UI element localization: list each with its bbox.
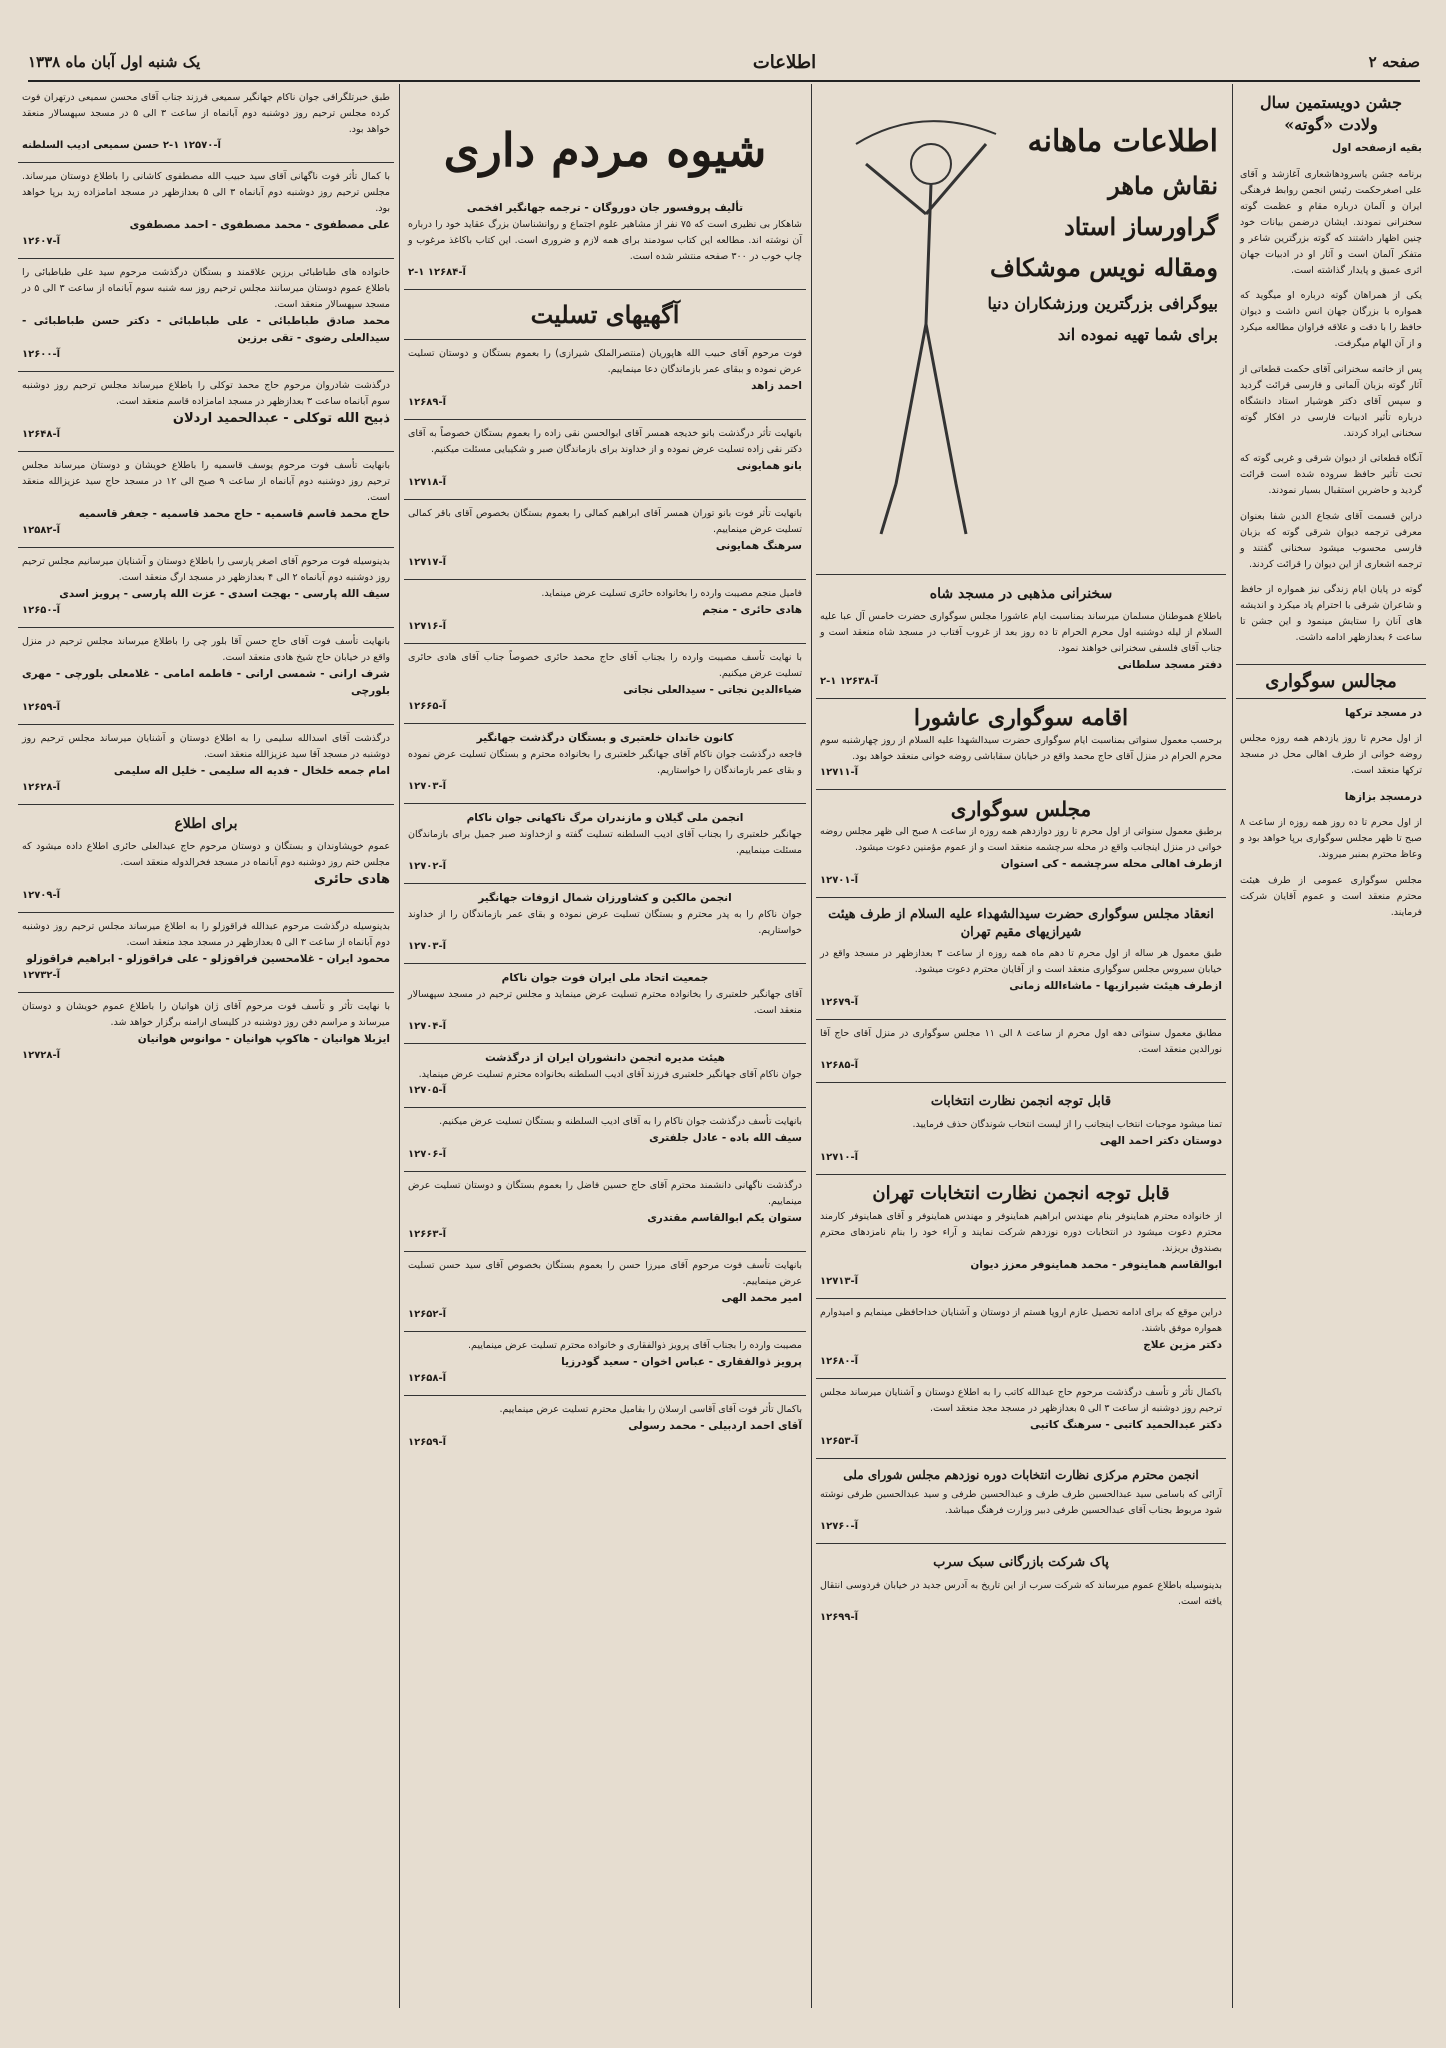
condolence [404, 1396, 806, 1459]
notice [816, 1175, 1226, 1299]
page-number: صفحه ۲ [1368, 53, 1420, 71]
obituary [18, 805, 394, 913]
obituary [18, 452, 394, 548]
obituary-signature: امام جمعه خلخال - فدیه اله سلیمی - خلیل اله سلیمی [113, 765, 390, 777]
obituary-body: عموم خویشاوندان و بستگان و دوستان مرحوم حاج عبدالعلی حائری اطلاع داده میشود که مجلس ختم روز دوشنبه دوم آبانماه در مسجد فخرالدوله منعقد است. [22, 841, 390, 868]
notice-body: آرائی که باسامی سید عبدالحسین طرف طرف و عبدالحسین طرفی و سید عبدالحسین طرفی نوشته شود مربوط بجناب آقای عبدالحسین طرفی دبیر وزارت فرهنگ میباشد. [820, 1489, 1222, 1516]
obituary-signature: حاج محمد قاسم قاسمیه - حاج محمد قاسمیه - جعفر قاسمیه [78, 508, 390, 520]
obituary [18, 913, 394, 993]
notice [816, 1459, 1226, 1544]
notice-signature: دوستان دکتر احمد الهی [1099, 1135, 1222, 1147]
obituary-signature: ذبیح الله توکلی - عبدالحمید اردلان [172, 411, 390, 426]
condolence-signature: آقای احمد اردبیلی - محمد رسولی [628, 1420, 802, 1432]
condolence-section-title: آگهیهای تسلیت [404, 290, 806, 340]
condolence [404, 340, 806, 420]
condolence [404, 1172, 806, 1252]
condolence [404, 1108, 806, 1172]
condolence [404, 1044, 806, 1108]
notice [816, 1083, 1226, 1175]
notice-code: آ-۱۲۷۰۱ [820, 875, 859, 886]
notice-signature: دفتر مسجد سلطانی [1117, 659, 1222, 671]
obituary-signature: علی مصطفوی - محمد مصطفوی - احمد مصطفوی [129, 219, 390, 231]
obituary [18, 548, 394, 628]
obituary [18, 993, 394, 1072]
obituary [18, 628, 394, 725]
condolence [404, 1332, 806, 1396]
notice-body: طبق معمول هر ساله از اول محرم تا دهم ماه همه روزه از ساعت ۳ بعدازظهر در مسجد واقع در خیابان سیروس مجلس سوگواری منعقد است و از آقایان محترم دعوت میشود. [820, 948, 1222, 975]
notice [816, 1544, 1226, 1634]
obituary [18, 372, 394, 452]
condolence-body: بانهایت تأثر فوت بانو توران همسر آقای ابراهیم کمالی را بعموم بستگان بخصوص آقای باقر کمالی تسلیت عرض مینماییم. [408, 508, 802, 535]
notice-code: ۲-۱ آ-۱۲۶۳۸ [820, 676, 878, 687]
column-goethe [1236, 84, 1426, 2008]
issue-date: یک شنبه اول آبان ماه ۱۳۳۸ [28, 53, 201, 71]
obituary-code: آ-۱۲۶۴۸ [22, 429, 61, 440]
paragraph: پس از خاتمه سخنرانی آقای حکمت قطعاتی از آثار گوته بزبان آلمانی و فارسی قرائت گردید و سپس آقای دکتر هوشیار استاد دانشگاه درباره تأثیر ادبیات فارسی در افکار گوته سخنانی ایراد کردند. [1240, 363, 1422, 439]
condolence [404, 1252, 806, 1332]
notice [816, 790, 1226, 898]
notice-signature: ابوالقاسم هماینوفر - محمد هماینوفر معزز دیوان [970, 1259, 1222, 1271]
condolence-body: باکمال تأثر فوت آقای آقاسی ارسلان را بفامیل محترم تسلیت عرض مینماییم. [499, 1404, 802, 1415]
subheading: درمسجد بزازها [1344, 790, 1422, 803]
notice-code: آ-۱۲۷۱۰ [820, 1152, 859, 1163]
obituary-code: آ-۱۲۷۳۲ [22, 970, 61, 981]
notice-body: برطبق معمول سنواتی از اول محرم تا روز دوازدهم همه روزه از ساعت ۸ صبح الی ظهر مجلس روضه خوانی در منزل اینجانب واقع در محله سرچشمه منعقد است و از عموم مؤمنین دعوت میشود. [820, 826, 1222, 853]
book-body: شاهکار بی نظیری است که ۷۵ نفر از مشاهیر علوم اجتماع و روانشناسان بزرگ عقاید خود را درباره آن نوشته اند. مطالعه این کتاب سودمند برای همه لازم و ضروری است. این کتاب باکاغذ مرغوب و چاپ خوب در ۳۰۰ صفحه منتشر شده است. [408, 219, 802, 262]
obituary-body: درگذشت آقای اسدالله سلیمی را به اطلاع دوستان و آشنایان میرساند مجلس ترحیم روز دوشنبه در مسجد آقا سید عزیزالله منعقد است. [22, 733, 390, 760]
ad-line: گراورساز استاد [1064, 212, 1218, 241]
column-rule [399, 84, 400, 2008]
condolence-body: بانهایت تأثر درگذشت بانو خدیجه همسر آقای ابوالحسن نقی زاده را بعموم بستگان خصوصاً به آقای دکتر نقی زاده تسلیت عرض نموده و از خداوند برای بازماندگان صبر و شکیبایی مسئلت میکنیم. [408, 428, 802, 455]
obituary [18, 163, 394, 259]
book-title: شیوه مردم داری [443, 123, 767, 177]
obituary-code: آ-۱۲۶۵۹ [22, 702, 61, 713]
notice-code: آ-۱۲۶۵۳ [820, 1436, 859, 1447]
condolence-body: با نهایت تأسف مصیبت وارده را بجناب آقای حاج محمد حائری خصوصاً جناب آقای هادی حائری تسلیت عرض میکنیم. [408, 652, 802, 679]
column-rule [811, 84, 812, 2008]
condolence-body: جوان ناکام را به پدر محترم و بستگان تسلیت عرض نموده و بقای عمر بازماندگان را از خداوند خواستاریم. [408, 909, 802, 936]
notice-body: برحسب معمول سنواتی بمناسبت ایام سوگواری حضرت سیدالشهدا علیه السلام از روز چهارشنبه سوم محرم الحرام در منزل آقای حاج محمد واقع در خیابان سقاباشی روضه خوانی منعقد خواهد بود. [820, 735, 1222, 762]
column-obituaries [18, 84, 394, 2008]
condolence-code: آ-۱۲۷۰۳ [408, 781, 447, 792]
condolence-body: فامیل منجم مصیبت وارده را بخانواده حائری تسلیت عرض مینماید. [541, 588, 802, 599]
condolence-signature: هادی حائری - منجم [702, 604, 802, 616]
condolence-code: آ-۱۲۶۵۹ [408, 1437, 447, 1448]
notice [816, 575, 1226, 699]
obituary [18, 725, 394, 805]
ad-line: نقاش ماهر [1108, 171, 1218, 200]
obituary-body: بدینوسیله درگذشت مرحوم عبدالله فراقوزلو را به اطلاع میرساند مجلس ترحیم روز دوشنبه دوم آبانماه از ساعت ۳ الی ۵ بعدازظهر در مسجد مجد منعقد است. [22, 921, 390, 948]
condolence-body: مصیبت وارده را بجناب آقای پرویز ذوالفقاری و خانواده محترم تسلیت عرض مینماییم. [468, 1340, 802, 1351]
notice-code: آ-۱۲۷۶۰ [820, 1521, 859, 1532]
notice-title: قابل توجه انجمن نظارت انتخابات [930, 1094, 1112, 1109]
obituary [18, 84, 394, 163]
paragraph: از اول محرم تا روز یازدهم همه روزه مجلس روضه خوانی از طرف اهالی محل در مسجد ترکها منعقد است. [1240, 733, 1422, 776]
condolence-signature: ستوان یکم ابوالقاسم مقتدری [647, 1212, 802, 1224]
notice-body: تمنا میشود موجبات انتخاب اینجانب را از لیست انتخاب شوندگان حذف فرمایید. [912, 1119, 1222, 1130]
condolence-code: آ-۱۲۶۶۳ [408, 1229, 447, 1240]
condolence-code: آ-۱۲۷۰۳ [408, 941, 447, 952]
ad-line: برای شما تهیه نموده اند [1057, 325, 1218, 344]
obituary-body: درگذشت شادروان مرحوم حاج محمد توکلی را باطلاع میرساند مجلس ترحیم روز دوشنبه سوم آبانماه ساعت ۳ بعدازظهر در مسجد امامزاده قاسم منعقد است. [22, 380, 390, 407]
condolence-body: بانهایت تأسف درگذشت جوان ناکام را به آقای ادیب السلطنه و بستگان تسلیت عرض میکنیم. [439, 1116, 802, 1127]
notice [816, 1020, 1226, 1083]
condolence-body: جوان ناکام آقای جهانگیر خلعتبری فرزند آقای ادیب السلطنه بخانواده محترم تسلیت عرض مینماید. [418, 1069, 802, 1080]
obituary-signature: هادی حائری [313, 872, 390, 887]
book-ad [404, 84, 806, 290]
condolence-body: درگذشت ناگهانی دانشمند محترم آقای حاج حسین فاضل را بعموم بستگان و دوستان تسلیت عرض مینماییم. [408, 1180, 802, 1207]
condolence-body: آقای جهانگیر خلعتبری را بخانواده محترم تسلیت عرض مینماید و مجلس ترحیم در مسجد سپهسالار منعقد است. [408, 989, 802, 1016]
obituary-body: با نهایت تأثر و تأسف فوت مرحوم آقای ژان هوانیان را باطلاع عموم خویشان و دوستان میرساند و مراسم دفن روز دوشنبه در کلیسای ارامنه برگزار خواهد شد. [22, 1001, 390, 1028]
condolence-signature: پرویز ذوالفقاری - عباس اخوان - سعید گودرزیا [561, 1356, 802, 1368]
monthly-ad [816, 84, 1226, 575]
condolence [404, 884, 806, 964]
obituary-code: آ-۱۲۶۲۸ [22, 782, 61, 793]
notice-body: باکمال تأثر و تأسف درگذشت مرحوم حاج عبدالله کاتب را به اطلاع دوستان و آشنایان میرساند مجلس ترحیم روز دوشنبه از ساعت ۳ الی ۵ بعدازظهر در مسجد مجد منعقد است. [820, 1387, 1222, 1414]
notice-signature: ازطرف اهالی محله سرچشمه - کی استوان [1000, 858, 1222, 870]
paragraph: یکی از همراهان گوته درباره او میگوید که همواره با بزرگان جهان انس داشت و دیوان حافظ را با دقت و علاقه فراوان مطالعه میکرد و از آن الهام میگرفت. [1240, 290, 1422, 349]
obituary-signature: سیف الله پارسی - بهجت اسدی - عزت الله پارسی - پرویز اسدی [59, 588, 390, 600]
condolence-code: آ-۱۲۷۱۷ [408, 557, 447, 568]
ad-line: ومقاله نویس موشکاف [990, 253, 1218, 282]
obituary-code: آ-۱۲۶۰۰ [22, 349, 61, 360]
subheading: در مسجد ترکها [1344, 706, 1422, 719]
notice-code: آ-۱۲۶۸۵ [820, 1060, 859, 1071]
notice-title: مجلس سوگواری [950, 797, 1092, 821]
paragraph: آنگاه قطعاتی از دیوان شرقی و غربی گوته که تحت تأثیر حافظ سروده شده است قرائت گردید و حاضرین استقبال بسیار نمودند. [1240, 453, 1422, 496]
book-subtitle: تألیف پروفسور جان دوروگان - ترجمه جهانگیر افخمی [466, 202, 744, 214]
notice-signature: دکتر عبدالحمید کاتبی - سرهنگ کاتبی [1030, 1419, 1222, 1431]
condolence-code: آ-۱۲۷۱۶ [408, 621, 447, 632]
column-2 [816, 84, 1226, 2008]
obituary-body: طبق خبرتلگرافی جوان ناکام جهانگیر سمیعی فرزند جناب آقای محسن سمیعی درتهران فوت کرده مجلس ترحیم روز دوشنبه دوم آبانماه از ساعت ۳ الی ۵ در مسجد سپهسالار منعقد خواهد بود. [22, 92, 390, 135]
obituary-body: بدینوسیله فوت مرحوم آقای اصغر پارسی را باطلاع دوستان و آشنایان میرسانیم مجلس ترحیم روز دوشنبه دوم آبانماه ۲ الی ۴ بعدازظهر در مسجد ارگ منعقد است. [22, 556, 390, 583]
condolence [404, 724, 806, 804]
condolence-code: آ-۱۲۶۸۹ [408, 397, 447, 408]
notice [816, 1379, 1226, 1459]
paragraph: دراین قسمت آقای شجاع الدین شفا بعنوان معرفی ترجمه دیوان شرقی گوته که بزبان فارسی محسوب میشود سخنانی گفتند و ترجمه اشعاری از این دیوان را قرائت کردند. [1240, 510, 1422, 570]
obituary-title: برای اطلاع [174, 816, 238, 832]
page-header [28, 44, 1420, 82]
paragraph: گوته در پایان ایام زندگی نیز همواره از حافظ و شاعران شرقی با احترام یاد میکرد و اندیشه های آنان را ستایش مینمود و این جشن تا ساعت ۶ بعدازظهر ادامه داشت. [1240, 584, 1422, 643]
notice-body: باطلاع هموطنان مسلمان میرساند بمناسبت ایام عاشورا مجلس سوگواری حضرت خامس آل عبا علیه السلام از لیله دوشنبه اول محرم الحرام تا ده روز بعد از غروب آفتاب در مسجد شاه منعقد است و جناب آقای فلسفی سخنرانی خواهند نمود. [820, 611, 1222, 654]
notice-title: انعقاد مجلس سوگواری حضرت سیدالشهداء علیه السلام از طرف هیئت شیرازیهای مقیم تهران [828, 907, 1214, 940]
obituary-body: بانهایت تأسف فوت مرحوم یوسف قاسمیه را باطلاع خویشان و دوستان میرساند مجلس ترحیم روز دوشنبه دوم آبانماه از ساعت ۹ صبح الی ۱۲ در مسجد حاج سید عزیزالله منعقد است. [22, 460, 391, 503]
condolence-code: آ-۱۲۷۱۸ [408, 477, 447, 488]
obituary-code: آ-۱۲۶۵۰ [22, 605, 61, 616]
obituary-signature: محمود ایران - غلامحسین فراقوزلو - علی فراقوزلو - ابراهیم فراقوزلو [26, 953, 390, 965]
column-rule [1232, 84, 1233, 2008]
notice-code: آ-۱۲۶۹۹ [820, 1612, 859, 1623]
paragraph: از اول محرم تا ده روز همه روزه از ساعت ۸ صبح تا ظهر مجلس سوگواری برپا خواهد بود و وعاظ محترم بمنبر میروند. [1240, 817, 1422, 860]
condolence-code: آ-۱۲۶۶۵ [408, 701, 447, 712]
ad-lines [938, 124, 1218, 356]
condolence-code: آ-۱۲۷۰۴ [408, 1021, 447, 1032]
notice-code: آ-۱۲۷۱۳ [820, 1276, 859, 1287]
condolence [404, 644, 806, 724]
notice-title: اقامه سوگواری عاشورا [913, 705, 1129, 731]
condolence-code: آ-۱۲۷۰۵ [408, 1085, 447, 1096]
obituary-body: خانواده های طباطبائی برزین علاقمند و بستگان درگذشت مرحوم سید علی طباطبائی را باطلاع عموم دوستان میرسانند مجلس ترحیم روز سه شنبه سوم آبانماه از ساعت ۳ الی ۵ در مسجد سپهسالار منعقد است. [22, 267, 390, 310]
notice-body: مطابق معمول سنواتی دهه اول محرم از ساعت ۸ الی ۱۱ مجلس سوگواری در منزل آقای حاج آقا نورالدین منعقد است. [820, 1028, 1223, 1055]
article-title: جشن دویستمین سال ولادت «گوته» [1259, 93, 1403, 134]
condolence-body: فاجعه درگذشت جوان ناکام آقای جهانگیر خلعتبری را بخانواده محترم و بستگان تسلیت عرض نموده و بقای عمر بازماندگان را خواستاریم. [408, 749, 802, 776]
condolence-body: فوت مرحوم آقای حبیب الله هاپوریان (منتصرالملک شیرازی) را بعموم بستگان و دوستان تسلیت عرض نموده و ببقای عمر بازماندگان دعا مینماییم. [408, 348, 802, 375]
column-3 [404, 84, 806, 2008]
condolence [404, 580, 806, 644]
condolence-signature: ضیاءالدین نجاتی - سیدالعلی نجاتی [623, 684, 802, 696]
condolence-signature: احمد زاهد [751, 380, 802, 392]
notice-title: انجمن محترم مرکزی نظارت انتخابات دوره نوزدهم مجلس شورای ملی [843, 1468, 1199, 1482]
obituary-body: بانهایت تأسف فوت آقای حاج حسن آقا بلور چی را باطلاع میرساند مجلس ترحیم در منزل واقع در خیابان حاج شیخ هادی منعقد است. [22, 636, 390, 663]
obituary-signature: شرف ارانی - شمسی ارانی - فاطمه امامی - غلامعلی بلورچی - مهری بلورچی [22, 668, 390, 697]
ad-line: اطلاعات ماهانه [1027, 124, 1218, 159]
condolence-title: انجمن مالکین و کشاورزان شمال ازوفات جهانگیر [478, 892, 732, 904]
condolence-code: آ-۱۲۷۰۶ [408, 1149, 447, 1160]
notice-body: دراین موقع که برای ادامه تحصیل عازم اروپا هستم از دوستان و آشنایان خداحافظی مینمایم و امیدوارم همواره موفق باشند. [820, 1307, 1222, 1334]
condolence [404, 420, 806, 500]
obituary-code: آ-۱۲۷۲۸ [22, 1050, 61, 1061]
condolence-signature: سیف الله باده - عادل جلفتری [649, 1132, 802, 1144]
paragraph: برنامه جشن یاسرودهاشعاری آغازشد و آقای علی اصغرحکمت رئیس انجمن روابط فرهنگی ایران و آلمان درباره مقام و عظمت گوته سخنرانی نمودند. ایشان درضمن بیانات خود چنین اظهار داشتند که گوته بزرگترین شاعر و متفکر آلمان است و آثار او در ادبیات جهان اثری عمیق و پایدار گذاشته است. [1240, 168, 1422, 276]
notice [816, 699, 1226, 790]
obituary-signature: محمد صادق طباطبائی - علی طباطبائی - دکتر حسن طباطبائی - سیدالعلی رضوی - تقی برزین [22, 315, 390, 344]
notice-title: قابل توجه انجمن نظارت انتخابات تهران [872, 1183, 1170, 1204]
article-subtitle: بقیه ازصفحه اول [1332, 142, 1422, 154]
notice-code: آ-۱۲۶۷۹ [820, 997, 859, 1008]
obituary [18, 259, 394, 372]
condolence-signature: بانو همایونی [736, 460, 802, 472]
obituary-signature: ایزبلا هوانیان - هاکوپ هوانیان - موانوس هوانیان [137, 1033, 390, 1045]
condolence-title: کانون خاندان خلعتبری و بستگان درگذشت جهانگیر [476, 732, 734, 744]
condolence-title: جمعیت اتحاد ملی ایران فوت جوان ناکام [501, 972, 709, 984]
obituary-code: آ-۱۲۶۰۷ [22, 236, 61, 247]
notice-title: سخنرانی مذهبی در مسجد شاه [929, 586, 1113, 602]
condolence [404, 500, 806, 580]
condolence-code: آ-۱۲۶۵۸ [408, 1373, 447, 1384]
obituary-code: آ-۱۲۵۷۰ ۱-۲ حسن سمیعی ادیب السلطنه [22, 140, 221, 151]
notice-signature: دکتر مزین علاج [1143, 1339, 1222, 1351]
ad-line: بیوگرافی بزرگترین ورزشکاران دنیا [987, 294, 1218, 313]
paper-name: اطلاعات [752, 51, 817, 73]
obituary-code: آ-۱۲۵۸۲ [22, 525, 61, 536]
condolence-body: جهانگیر خلعتبری را بجناب آقای ادیب السلطنه تسلیت گفته و ازخداوند صبر جمیل برای بازماندگان مسئلت مینماییم. [408, 829, 802, 856]
condolence-body: بانهایت تأسف فوت مرحوم آقای میرزا حسن را بعموم بستگان بخصوص آقای سید حسن تسلیت عرض مینماییم. [408, 1260, 802, 1287]
condolence-signature: سرهنگ همایونی [715, 540, 802, 552]
condolence [404, 964, 806, 1044]
notice-body: بدینوسیله باطلاع عموم میرساند که شرکت سرب از این تاریخ به آدرس جدید در خیابان فردوسی انتقال یافته است. [820, 1580, 1222, 1607]
notice-code: آ-۱۲۶۸۰ [820, 1356, 859, 1367]
notice-body: از خانواده محترم هماینوفر بنام مهندس ابراهیم هماینوفر و مهندس هماینوفر و آقای هماینوفر کارمند محترم دعوت میشود در انتخابات دوره نوزدهم شرکت نمایند و آراء خود را بنام نامزدهای محترم بصندوق بریزند. [820, 1211, 1222, 1254]
condolence-title: انجمن ملی گیلان و مازندران مرگ ناکهانی جوان ناکام [466, 812, 744, 824]
condolence-title: هیئت مدیره انجمن دانشوران ایران از درگذشت [485, 1052, 725, 1064]
notice-title: پاک شرکت بازرگانی سبک سرب [933, 1555, 1109, 1570]
notice-code: آ-۱۲۷۱۱ [820, 767, 859, 778]
notice [816, 898, 1226, 1020]
section-title: مجالس سوگواری [1236, 664, 1426, 699]
notice [816, 1299, 1226, 1379]
condolence-signature: امیر محمد الهی [721, 1292, 802, 1304]
condolence-code: آ-۱۲۷۰۲ [408, 861, 447, 872]
obituary-body: با کمال تأثر فوت ناگهانی آقای سید حبیب الله مصطفوی کاشانی را باطلاع دوستان میرساند. مجلس ترحیم روز دوشنبه دوم آبانماه ۳ الی ۵ بعدازظهر در مسجد امامزاده زید برپا خواهد بود. [22, 171, 390, 214]
condolence-code: آ-۱۲۶۵۲ [408, 1309, 447, 1320]
book-code: آ-۱۲۶۸۴ ۱-۲ [408, 267, 466, 278]
paragraph: مجلس سوگواری عمومی از طرف هیئت محترم منعقد است و عموم آقایان شرکت فرمایند. [1240, 874, 1422, 918]
notice-signature: ازطرف هیئت شیرازیها - ماشاءالله زمانی [1009, 980, 1222, 992]
obituary-code: آ-۱۲۷۰۹ [22, 890, 61, 901]
condolence [404, 804, 806, 884]
